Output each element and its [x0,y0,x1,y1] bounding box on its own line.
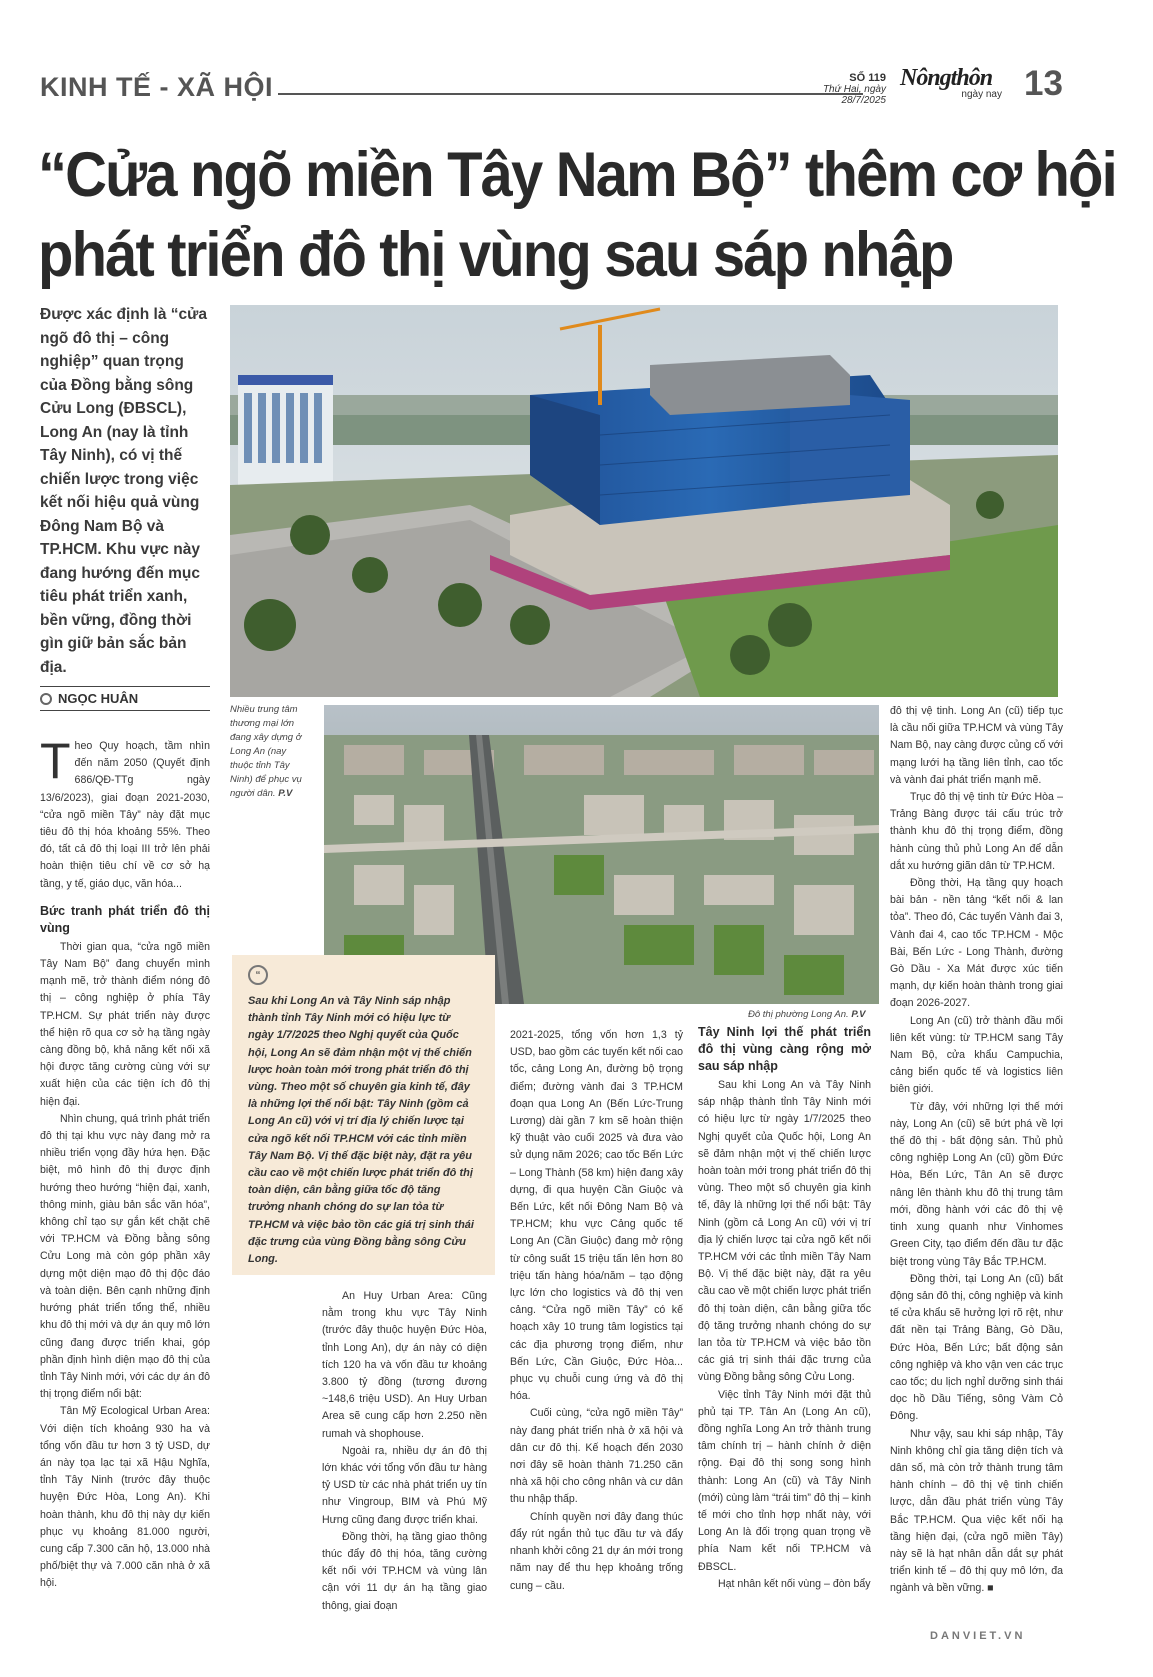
paragraph: Thời gian qua, “cửa ngõ miền Tây Nam Bộ” đang chuyển mình mạnh mẽ, trở thành điểm nóng đô thị – công nghiệp ở phía Tây TP.HCM. Sự phát triển này được thể hiện rõ qua cơ sở hạ tầng ngày càng đồng bộ, khả năng kết nối xã hội được tăng cường cùng với sự xuất hiện của các tiện ích đô thị hiện đại. [40,940,210,1108]
paragraph: 2021-2025, tổng vốn hơn 1,3 tỷ USD, bao gồm các tuyến kết nối cao tốc, cảng Long An, đường bộ trọng điểm; đường vành đai 3 TP.HCM đoạn qua Long An (Bến Lức-Trung Lương) dài gần 7 km sẽ hoàn thiện kỹ thuật vào cuối 2025 và đưa vào sử dụng năm 2026; cao tốc Bến Lức – Long Thành (58 km) hiện đang xây dựng, đi qua huyện Cần Giuộc và Bến Lức, kết nối Đông Nam Bộ và TP.HCM; khu vực Cảng quốc tế Long An (Cần Giuộc) đang mở rộng từ công suất 15 triệu tấn lên hơn 80 triệu tấn hàng hóa/năm – tạo động lực lớn cho logistics và đô thị ven cảng. “Cửa ngõ miền Tây” có kế hoạch xây 10 trung tâm logistics tại các địa phương trọng điểm, như Bến Lức, Cần Giuộc, Đức Hòa... phục vụ chuỗi cung ứng và đô thị hóa. [510,1029,683,1403]
brand-logo [900,66,1010,104]
caption-text-2: Đô thị phường Long An. [748,1009,849,1020]
headline [38,135,1116,295]
paragraph: Nhìn chung, quá trình phát triển đô thị tại khu vực này đang mở ra nhiều triển vọng đầy hứa hẹn. Đặc biệt, mô hình đô thị được định hướng theo hướng “hiện đại, xanh, thông minh, giàu bản sắc văn hóa”, không chỉ tạo sự gắn kết chặt chẽ với TP.HCM và Đồng bằng sông Cửu Long mà còn góp phần xây dựng một diện mạo đô thị độc đáo và toàn diện. Bên cạnh những định hướng phát triển tổng thể, nhiều khu đô thị mới và dự án quy mô lớn cũng đang được triển khai, góp phần định hình diện mạo đô thị của tỉnh Tây Ninh mới, với các dự án đô thị trọng điểm nổi bật: [40,1112,210,1401]
paragraph: Từ đây, với những lợi thế mới này, Long An (cũ) sẽ bứt phá về lợi thế đô thị - bất động sản. Thủ phủ công nghiệp Long An (cũ) gồm Đức Hòa, Bến Lức, Tân An sẽ được nâng lên thành khu đô thị trung tâm mới, đồng hành với các đô thị vệ tinh xung quanh như Vinhomes Green City, tạo điểm đến đầu tư đặc biệt trong vùng Tây Bắc TP.HCM. [890,1100,1063,1268]
sapo: Được xác định là “cửa ngõ đô thị – công nghiệp” quan trọng của Đồng bằng sông Cửu Long (ĐBSCL), Long An (nay là tỉnh Tây Ninh), có vị thế chiến lược trong việc kết nối hiệu quả vùng Đông Nam Bộ và TP.HCM. Khu vực này đang hướng đến mục tiêu phát triển xanh, bền vững, đồng thời gìn giữ bản sắc bản địa. [40,306,207,676]
paragraph: Việc tỉnh Tây Ninh mới đặt thủ phủ tại TP. Tân An (Long An cũ), đồng nghĩa Long An trở thành trung tâm chính trị – hành chính ở diện rộng. Đại đô thị song song hình thành: Long An (cũ) và Tây Ninh (mới) cùng làm “trái tim” đô thị – kinh tế mới cho tỉnh hợp nhất này, với Long An là đối trọng quan trọng về phía Nam kết nối TP.HCM và ĐBSCL. [698,1388,871,1573]
pull-quote-box [232,955,495,1275]
brand-subtitle: ngày nay [961,89,1002,100]
paragraph: Tân Mỹ Ecological Urban Area: Với diện tích khoảng 930 ha và tổng vốn đầu tư hơn 3 tỷ USD, dự án này tọa lạc tại xã Hậu Nghĩa, tỉnh Tây Ninh (trước đây thuộc huyện Đức Hòa, Long An). Khi hoàn thành, khu đô thị này dự kiến phục vụ khoảng 81.000 người, cung cấp 7.300 căn hộ, 13.000 nhà phố/biệt thự và 7.000 căn nhà ở xã hội. [40,1405,210,1590]
footer-site-logo: DANVIET.VN [930,1630,1026,1642]
headline-line-2: phát triển đô thị vùng sau sáp nhập [38,220,953,290]
lead-paragraph [40,733,210,893]
paragraph: đô thị vệ tinh. Long An (cũ) tiếp tục là cầu nối giữa TP.HCM và vùng Tây Nam Bộ, nay càng được củng cố với mạng lưới hạ tầng liên tỉnh, cao tốc và vành đai phát triển mạnh mẽ. [890,705,1063,786]
column-3 [510,1027,683,1595]
column-2 [322,1288,487,1615]
paragraph: Chính quyền nơi đây đang thúc đẩy rút ngắn thủ tục đầu tư và đẩy nhanh khởi công 21 dự án mới trong năm nay để thu hẹp khoảng trống cung – cầu. [510,1510,683,1592]
photo-construction-caption [230,703,310,801]
lead-text: heo Quy hoạch, tầm nhìn đến năm 2050 (Quyết định 686/QĐ-TTg ngày 13/6/2023), giai đoạn 2021-2030, “cửa ngõ miền Tây” này đặt mục tiêu đô thị hóa khoảng 55%. Theo đó, tất cả đô thị loại III trở lên phải hoàn thiện tiêu chí về cơ sở hạ tầng, y tế, giáo dục, văn hóa... [40,740,210,890]
paragraph: Trục đô thị vệ tinh từ Đức Hòa – Trảng Bàng được tái cấu trúc trở thành khu đô thị trọng điểm, đồng hành cùng thủ phủ Long An để dẫn dắt xu hướng giãn dân từ TP.HCM. [890,791,1063,872]
photo-construction-site [230,305,1058,697]
paragraph: Hạt nhân kết nối vùng – đòn bẩy [718,1577,871,1590]
caption-credit: P.V [278,788,293,799]
photo-aerial-caption [748,1008,878,1022]
author-divider-bottom [40,710,210,711]
pull-quote-text: Sau khi Long An và Tây Ninh sáp nhập thành tỉnh Tây Ninh mới có hiệu lực từ ngày 1/7/2025 theo Nghị quyết của Quốc hội, Long An sẽ đảm nhận một vị thế chiến lược hoàn toàn mới trong phát triển đô thị vùng. Theo một số chuyên gia kinh tế, đây là những lợi thế nổi bật: Tây Ninh (gồm cả Long An cũ) với vị trí địa lý chiến lược tại cửa ngõ kết nối TP.HCM với các tỉnh miền Tây Nam Bộ. Vị thế đặc biệt này, đặt ra yêu cầu cao về một chiến lược phát triển đô thị toàn diện, cân bằng giữa tốc độ tăng trưởng nhanh chóng do sự lan tỏa từ TP.HCM và việc bảo tồn các giá trị sinh thái đặc trưng của vùng Đồng bằng sông Cửu Long. [248,995,474,1266]
paragraph: Đồng thời, tại Long An (cũ) bất động sản đô thị, công nghiệp và kinh tế cửa khẩu sẽ hưởng lợi rõ rệt, như đất nền tại Trảng Bàng, Gò Dầu, Đức Hòa, Bến Lức; bất động sản công nghiệp và kho vận ven các trục cao tốc; du lịch nghỉ dưỡng sinh thái dọc hồ Dầu Tiếng, sông Vàm Cỏ Đông. [890,1272,1063,1423]
author-name: NGỌC HUÂN [58,691,139,706]
author-byline [40,691,138,706]
subheading-1: Bức tranh phát triển đô thị vùng [40,903,210,935]
paragraph: Như vậy, sau khi sáp nhập, Tây Ninh không chỉ gia tăng diện tích và dân số, mà còn trở thành trung tâm hành chính – đô thị vệ tinh chiến lược, dẫn đầu phát triển vùng Tây Bắc TP.HCM. Qua việc kết nối hạ tầng hiện đại, (cửa ngõ miền Tây) này sẽ là hạt nhân dẫn dắt sự phát triển kinh tế – đô thị quy mô lớn, đa ngành và bền vững. ■ [890,1427,1063,1595]
paragraph: Long An (cũ) trở thành đầu mối liên kết vùng: từ TP.HCM sang Tây Nam Bộ, cửa khẩu Campuchia, cảng biển quốc tế và logistics liên biên giới. [890,1014,1063,1096]
drop-cap: T [40,733,71,789]
quote-mark-icon: “ [248,965,268,985]
caption-credit-2: P.V [851,1009,866,1020]
paragraph: Sau khi Long An và Tây Ninh sáp nhập thành tỉnh Tây Ninh mới có hiệu lực từ ngày 1/7/2025 theo Nghị quyết của Quốc hội, Long An sẽ đảm nhận một vị thế chiến lược hoàn toàn mới trong phát triển đô thị vùng. Theo một số chuyên gia kinh tế, đây là những lợi thế nổi bật: Tây Ninh (gồm cả Long An cũ) với vị trí địa lý chiến lược tại cửa ngõ kết nối TP.HCM với các tỉnh miền Tây Nam Bộ. Vị thế đặc biệt này, đặt ra yêu cầu cao về một chiến lược phát triển đô thị toàn diện, cân bằng giữa tốc độ tăng trưởng nhanh chóng do sự lan tỏa từ TP.HCM và việc bảo tồn các giá trị sinh thái đặc trưng của vùng Đồng bằng sông Cửu Long. [698,1079,871,1384]
paragraph: Đồng thời, Hạ tầng quy hoạch bài bản - nền tảng “kết nối & lan tỏa”. Theo đó, Các tuyến Vành đai 3, Vành đai 4, cao tốc TP.HCM - Mộc Bài, Bến Lức - Long Thành, đường Gò Dầu - Xa Mát được xúc tiến mạnh, dự kiến hoàn thành trong giai đoạn 2026-2027. [890,877,1063,1010]
pen-icon [40,693,52,705]
subheading-2: Tây Ninh lợi thế phát triển đô thị vùng càng rộng mở sau sáp nhập [698,1025,871,1073]
author-divider-top [40,686,210,687]
headline-line-1: “Cửa ngõ miền Tây Nam Bộ” thêm cơ hội [38,140,1116,210]
brand-name: Nôngthôn [900,65,993,91]
column-5 [890,703,1063,1598]
column-4 [698,1024,871,1593]
page-number: 13 [1024,64,1063,103]
paragraph: An Huy Urban Area: Cũng nằm trong khu vực Tây Ninh (trước đây thuộc huyện Đức Hòa, tỉnh Long An), dự án này có diện tích 120 ha và vốn đầu tư khoảng 3.800 tỷ đồng (tương đương ~148,6 triệu USD). An Huy Urban Area sẽ cung cấp hơn 2.250 nền rumah và shophouse. [322,1290,487,1440]
paragraph: Đồng thời, hạ tầng giao thông thúc đẩy đô thị hóa, tăng cường kết nối với TP.HCM và vùng lân cận với 11 dự án hạ tầng giao thông, giai đoạn [322,1530,487,1612]
section-label: KINH TẾ - XÃ HỘI [40,72,274,102]
caption-text: Nhiều trung tâm thương mại lớn đang xây dựng ở Long An (nay thuộc tỉnh Tây Ninh) để phục vụ người dân. [230,704,302,799]
paragraph: Ngoài ra, nhiều dự án đô thị lớn khác với tổng vốn đầu tư hàng tỷ USD từ các nhà phát triển uy tín như Vingroup, BIM và Phú Mỹ Hưng cũng đang được triển khai. [322,1444,487,1526]
issue-info [776,72,886,106]
issue-date: Thứ Hai, ngày 28/7/2025 [822,84,886,106]
column-1 [40,733,210,1593]
paragraph: Cuối cùng, “cửa ngõ miền Tây” này đang phát triển nhà ở xã hội và dân cư đô thị. Kế hoạch đến 2030 nơi đây sẽ hoàn thành 71.250 căn nhà xã hội cho công nhân và cư dân thu nhập thấp. [510,1407,683,1506]
issue-number: SỐ 119 [849,72,886,84]
